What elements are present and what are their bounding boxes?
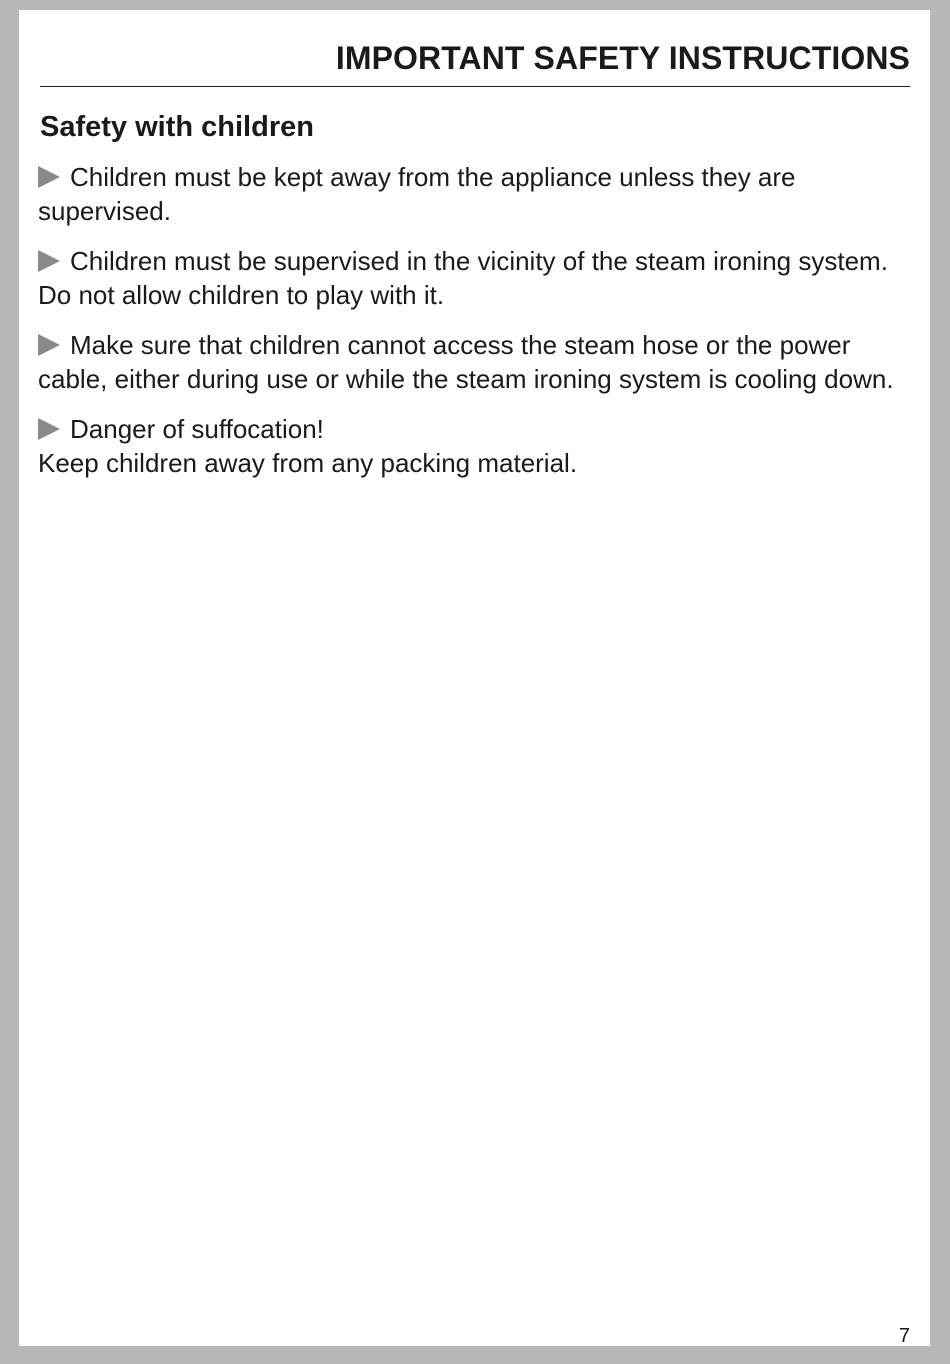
- triangle-right-icon: [38, 166, 60, 188]
- list-item-extra-text: Keep children away from any packing material.: [38, 448, 578, 478]
- triangle-right-icon: [38, 250, 60, 272]
- list-item: [38, 244, 898, 312]
- list-item-text: Make sure that children cannot access the steam hose or the power cable, either during use or while the steam ironing system is cooling down.: [38, 330, 894, 394]
- list-item-text: Danger of suffocation!: [70, 414, 324, 444]
- triangle-right-icon: [38, 334, 60, 356]
- list-item-text: Children must be kept away from the appliance unless they are supervised.: [38, 162, 796, 226]
- list-item: [38, 160, 898, 228]
- list-item: [38, 412, 898, 480]
- page-number: 7: [898, 1325, 910, 1347]
- header-title: IMPORTANT SAFETY INSTRUCTIONS: [335, 40, 910, 76]
- section-title: Safety with children: [40, 111, 314, 143]
- list-item: [38, 328, 898, 396]
- page-header: [40, 38, 910, 87]
- safety-list: [38, 160, 898, 496]
- list-item-text: Children must be supervised in the vicinity of the steam ironing system. Do not allow children to play with it.: [38, 246, 888, 310]
- triangle-right-icon: [38, 418, 60, 440]
